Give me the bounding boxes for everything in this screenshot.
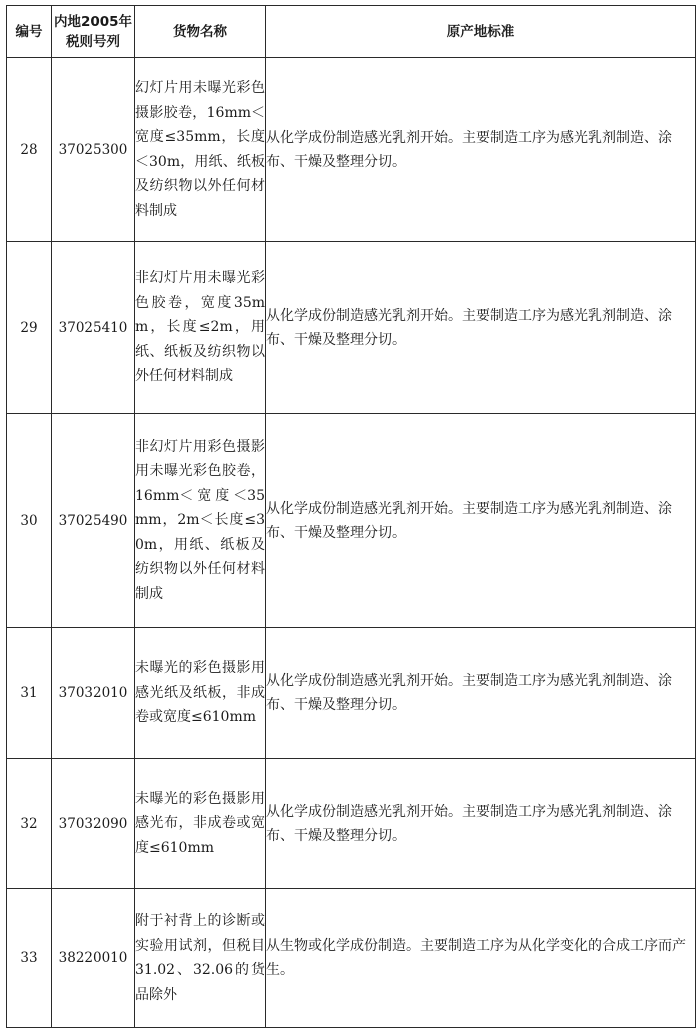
- row-number: 31: [7, 628, 52, 759]
- row-goods-name: 未曝光的彩色摄影用感光纸及纸板，非成卷或宽度≤610mm: [135, 628, 266, 759]
- table-row: [7, 414, 696, 628]
- row-tariff-code: 37032010: [52, 628, 135, 759]
- row-goods-name: 非幻灯片用未曝光彩色胶卷，宽度35mm，长度≤2m，用纸、纸板及纺织物以外任何材料制成: [135, 242, 266, 414]
- row-origin-standard: 从生物或化学成份制造。主要制造工序为从化学变化的合成工序而产生。: [266, 889, 696, 1028]
- row-number: 28: [7, 58, 52, 242]
- origin-rules-table: [6, 5, 696, 1028]
- table-row: [7, 628, 696, 759]
- row-tariff-code: 37025490: [52, 414, 135, 628]
- row-number: 32: [7, 759, 52, 889]
- header-number: 编号: [7, 6, 52, 58]
- row-origin-standard: 从化学成份制造感光乳剂开始。主要制造工序为感光乳剂制造、涂布、干燥及整理分切。: [266, 628, 696, 759]
- header-tariff-line1: 内地2005年: [53, 13, 133, 30]
- table-row: [7, 889, 696, 1028]
- row-tariff-code: 38220010: [52, 889, 135, 1028]
- header-tariff-code: [52, 6, 135, 58]
- row-tariff-code: 37025410: [52, 242, 135, 414]
- row-goods-name: 附于衬背上的诊断或实验用试剂，但税目31.02、32.06的货品除外: [135, 889, 266, 1028]
- table-row: [7, 58, 696, 242]
- row-number: 29: [7, 242, 52, 414]
- row-number: 30: [7, 414, 52, 628]
- table-row: [7, 759, 696, 889]
- header-origin-standard: 原产地标准: [266, 6, 696, 58]
- row-goods-name: 非幻灯片用彩色摄影用未曝光彩色胶卷，16mm＜宽度＜35mm，2m＜长度≤30m，用纸、纸板及纺织物以外任何材料制成: [135, 414, 266, 628]
- row-tariff-code: 37032090: [52, 759, 135, 889]
- row-origin-standard: 从化学成份制造感光乳剂开始。主要制造工序为感光乳剂制造、涂布、干燥及整理分切。: [266, 414, 696, 628]
- header-tariff-line2: 税则号列: [66, 33, 120, 50]
- row-goods-name: 幻灯片用未曝光彩色摄影胶卷，16mm＜宽度≤35mm，长度＜30m，用纸、纸板及纺织物以外任何材料制成: [135, 58, 266, 242]
- header-goods-name: 货物名称: [135, 6, 266, 58]
- row-goods-name: 未曝光的彩色摄影用感光布，非成卷或宽度≤610mm: [135, 759, 266, 889]
- row-tariff-code: 37025300: [52, 58, 135, 242]
- row-origin-standard: 从化学成份制造感光乳剂开始。主要制造工序为感光乳剂制造、涂布、干燥及整理分切。: [266, 242, 696, 414]
- row-origin-standard: 从化学成份制造感光乳剂开始。主要制造工序为感光乳剂制造、涂布、干燥及整理分切。: [266, 759, 696, 889]
- row-origin-standard: 从化学成份制造感光乳剂开始。主要制造工序为感光乳剂制造、涂布、干燥及整理分切。: [266, 58, 696, 242]
- table-header-row: [7, 6, 696, 58]
- table-row: [7, 242, 696, 414]
- row-number: 33: [7, 889, 52, 1028]
